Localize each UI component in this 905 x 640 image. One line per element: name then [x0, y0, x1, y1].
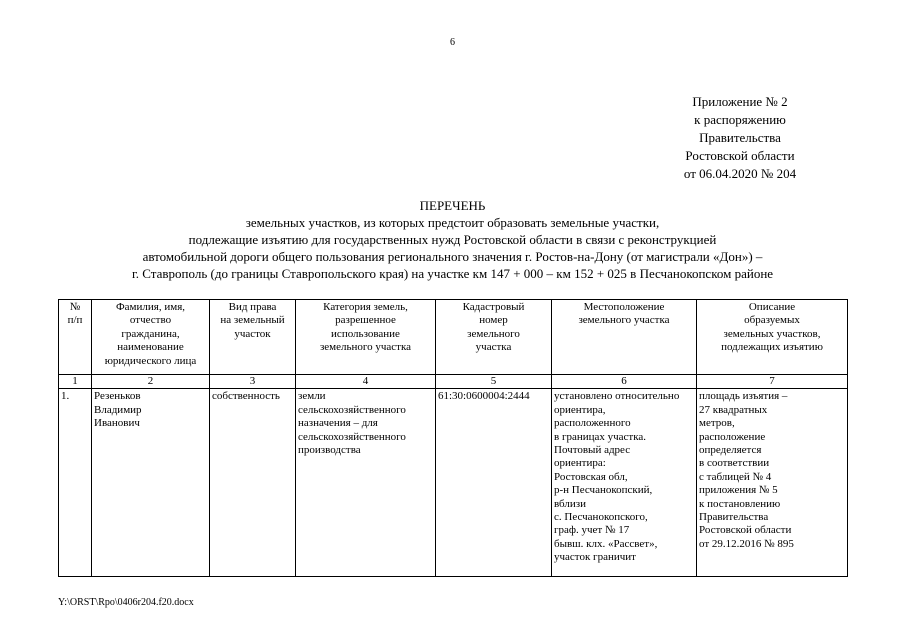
land-category-cell: земли сельскохозяйственного назначения – для сельскохозяйственного производства — [296, 389, 436, 577]
header-cell-right: Вид права на земельный участок — [210, 300, 296, 375]
column-number-cell: 1 — [59, 375, 92, 389]
table-row — [59, 389, 848, 577]
row-number-cell: 1. — [59, 389, 92, 577]
appendix-line: к распоряжению — [694, 112, 786, 127]
land-parcels-table — [58, 299, 848, 577]
file-path-footer: Y:\ORST\Rpo\0406r204.f20.docx — [58, 597, 194, 608]
column-number-cell: 5 — [436, 375, 552, 389]
appendix-line: Ростовской области — [685, 148, 795, 163]
appendix-line: Правительства — [699, 130, 781, 145]
title-line: г. Ставрополь (до границы Ставропольского края) на участке км 147 + 000 – км 152 + 025 в Песчанокопском районе — [131, 266, 774, 281]
title-line: подлежащие изъятию для государственных нужд Ростовской области в связи с реконструкцией — [188, 232, 717, 247]
page-number: 6 — [450, 37, 455, 48]
table-header-row — [59, 300, 848, 375]
location-cell: установлено относительно ориентира, расположенного в границах участка. Почтовый адрес ориентира: Ростовская обл, р-н Песчанокопский, вблизи с. Песчанокопского, граф. учет № 17 бывш. клх. «Рассвет», участок граничит — [552, 389, 697, 577]
header-cell-category: Категория земель, разрешенное использование земельного участка — [296, 300, 436, 375]
header-cell-name: Фамилия, имя, отчество гражданина, наименование юридического лица — [92, 300, 210, 375]
header-cell-cadastral: Кадастровый номер земельного участка — [436, 300, 552, 375]
appendix-line: Приложение № 2 — [692, 94, 788, 109]
appendix-block — [660, 93, 820, 183]
title-line: земельных участков, из которых предстоит образовать земельные участки, — [245, 215, 660, 230]
title-heading: ПЕРЕЧЕНЬ — [419, 198, 486, 213]
land-right-cell: собственность — [210, 389, 296, 577]
header-cell-location: Местоположение земельного участка — [552, 300, 697, 375]
column-number-cell: 4 — [296, 375, 436, 389]
column-number-cell: 3 — [210, 375, 296, 389]
header-cell-number: № п/п — [59, 300, 92, 375]
column-number-cell: 6 — [552, 375, 697, 389]
column-number-cell: 7 — [697, 375, 848, 389]
header-cell-description: Описание образуемых земельных участков, подлежащих изъятию — [697, 300, 848, 375]
owner-name-cell: Резеньков Владимир Иванович — [92, 389, 210, 577]
appendix-line: от 06.04.2020 № 204 — [683, 166, 797, 181]
cadastral-number-cell: 61:30:0600004:2444 — [436, 389, 552, 577]
description-cell: площадь изъятия – 27 квадратных метров, расположение определяется в соответствии с таблицей № 4 приложения № 5 к постановлению Правительства Ростовской области от 29.12.2016 № 895 — [697, 389, 848, 577]
title-line: автомобильной дороги общего пользования регионального значения г. Ростов-на-Дону (от магистрали «Дон») – — [142, 249, 763, 264]
document-title — [40, 197, 865, 282]
column-number-row — [59, 375, 848, 389]
column-number-cell: 2 — [92, 375, 210, 389]
